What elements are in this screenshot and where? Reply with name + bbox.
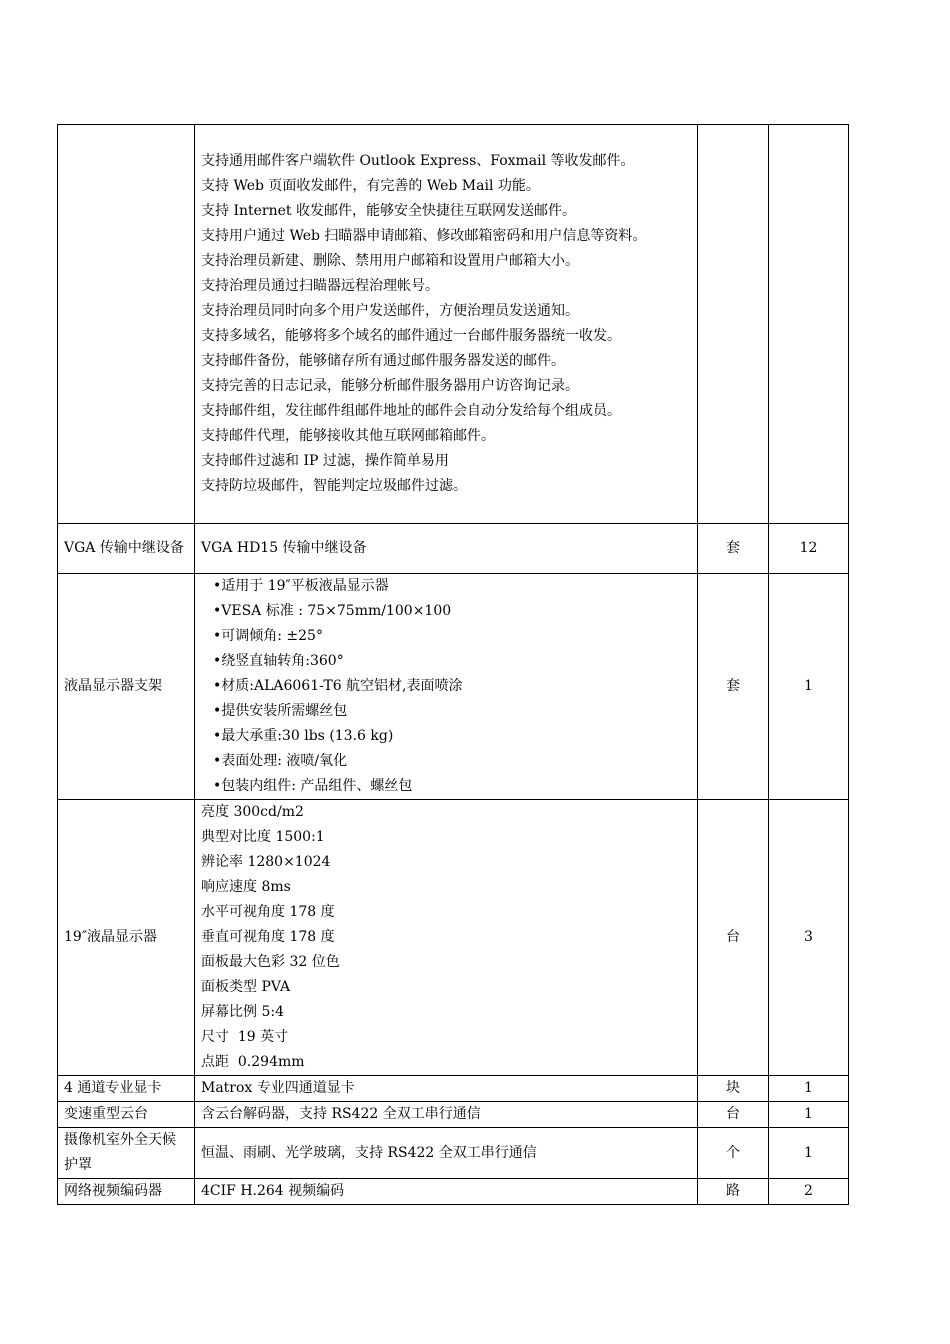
- spec-line: 支持治理员新建、删除、禁用用户邮箱和设置用户邮箱大小。: [201, 253, 579, 269]
- table-row-lcd-monitor: [58, 800, 849, 1076]
- item-name-cell: 变速重型云台: [58, 1102, 195, 1128]
- spec-line: 支持通用邮件客户端软件 Outlook Express、Foxmail 等收发邮件。: [201, 153, 635, 169]
- spec-line: •VESA 标准 : 75×75mm/100×100: [213, 603, 452, 619]
- quantity-cell: 1: [769, 1128, 849, 1179]
- quantity-cell: 1: [769, 574, 849, 800]
- spec-line: 支持邮件组，发往邮件组邮件地址的邮件会自动分发给每个组成员。: [201, 403, 621, 419]
- item-name-cell: VGA 传输中继设备: [58, 524, 195, 574]
- unit-cell: 台: [698, 800, 769, 1076]
- spec-line: 支持多域名，能够将多个域名的邮件通过一台邮件服务器统一收发。: [201, 328, 621, 344]
- unit-cell: 块: [698, 1076, 769, 1102]
- unit-cell: 套: [698, 574, 769, 800]
- table-row-pan-tilt: [58, 1102, 849, 1128]
- spec-line: 支持邮件备份，能够储存所有通过邮件服务器发送的邮件。: [201, 353, 565, 369]
- table-row-lcd-bracket: [58, 574, 849, 800]
- spec-line: 水平可视角度 178 度: [201, 904, 335, 920]
- unit-cell: 路: [698, 1179, 769, 1205]
- spec-line: •包装内组件: 产品组件、螺丝包: [213, 778, 413, 794]
- item-name-cell: 摄像机室外全天候护罩: [58, 1128, 195, 1179]
- spec-line: 支持完善的日志记录，能够分析邮件服务器用户访咨询记录。: [201, 378, 579, 394]
- spec-line: 支持用户通过 Web 扫瞄器申请邮箱、修改邮箱密码和用户信息等资料。: [201, 228, 647, 244]
- spec-line: 面板最大色彩 32 位色: [201, 954, 340, 970]
- spec-line: 支持防垃圾邮件，智能判定垃圾邮件过滤。: [201, 478, 467, 494]
- quantity-cell: 12: [769, 524, 849, 574]
- spec-line: •可调倾角: ±25°: [213, 628, 323, 644]
- item-name-cell: 19″液晶显示器: [58, 800, 195, 1076]
- table-row-mail-server: [58, 125, 849, 524]
- spec-cell: 含云台解码器，支持 RS422 全双工串行通信: [195, 1102, 698, 1128]
- spec-line: •绕竖直轴转角:360°: [213, 653, 344, 669]
- quantity-cell: [769, 125, 849, 524]
- item-name-cell: 网络视频编码器: [58, 1179, 195, 1205]
- quantity-cell: 3: [769, 800, 849, 1076]
- item-name-cell: [58, 125, 195, 524]
- spec-cell: [195, 125, 698, 524]
- table-row-vga-relay: [58, 524, 849, 574]
- item-name-cell: 4 通道专业显卡: [58, 1076, 195, 1102]
- spec-line: 支持治理员同时向多个用户发送邮件，方便治理员发送通知。: [201, 303, 579, 319]
- table-row-graphics-card: [58, 1076, 849, 1102]
- spec-cell: 恒温、雨刷、光学玻璃，支持 RS422 全双工串行通信: [195, 1128, 698, 1179]
- spec-line: •适用于 19″平板液晶显示器: [213, 578, 389, 594]
- spec-line: 支持 Web 页面收发邮件，有完善的 Web Mail 功能。: [201, 178, 540, 194]
- unit-cell: 台: [698, 1102, 769, 1128]
- spec-line: 支持邮件过滤和 IP 过滤，操作简单易用: [201, 453, 449, 469]
- spec-line: 点距 0.294mm: [201, 1054, 305, 1070]
- spec-line: •材质:ALA6061-T6 航空铝材,表面喷涂: [213, 678, 463, 694]
- spec-line: 面板类型 PVA: [201, 979, 291, 995]
- quantity-cell: 2: [769, 1179, 849, 1205]
- spec-cell: VGA HD15 传输中继设备: [195, 524, 698, 574]
- equipment-table: [57, 124, 849, 1205]
- spec-cell: 4CIF H.264 视频编码: [195, 1179, 698, 1205]
- table-row-video-encoder: [58, 1179, 849, 1205]
- table-row-camera-housing: [58, 1128, 849, 1179]
- spec-line: •提供安装所需螺丝包: [213, 703, 348, 719]
- spec-line: 典型对比度 1500:1: [201, 829, 325, 845]
- spec-line: 响应速度 8ms: [201, 879, 291, 895]
- spec-line: 垂直可视角度 178 度: [201, 929, 335, 945]
- quantity-cell: 1: [769, 1102, 849, 1128]
- spec-line: •表面处理: 液喷/氧化: [213, 753, 348, 769]
- unit-cell: [698, 125, 769, 524]
- spec-line: 辨论率 1280×1024: [201, 854, 331, 870]
- spec-line: 支持邮件代理，能够接收其他互联网邮箱邮件。: [201, 428, 495, 444]
- spec-line: 支持 Internet 收发邮件，能够安全快捷往互联网发送邮件。: [201, 203, 576, 219]
- spec-cell: [195, 574, 698, 800]
- item-name-cell: 液晶显示器支架: [58, 574, 195, 800]
- unit-cell: 个: [698, 1128, 769, 1179]
- quantity-cell: 1: [769, 1076, 849, 1102]
- spec-line: 尺寸 19 英寸: [201, 1029, 289, 1045]
- spec-line: 支持治理员通过扫瞄器远程治理帐号。: [201, 278, 439, 294]
- unit-cell: 套: [698, 524, 769, 574]
- spec-cell: [195, 800, 698, 1076]
- spec-line: 屏幕比例 5:4: [201, 1004, 284, 1020]
- spec-line: 亮度 300cd/m2: [201, 804, 304, 820]
- spec-line: •最大承重:30 lbs (13.6 kg): [213, 728, 394, 744]
- spec-cell: Matrox 专业四通道显卡: [195, 1076, 698, 1102]
